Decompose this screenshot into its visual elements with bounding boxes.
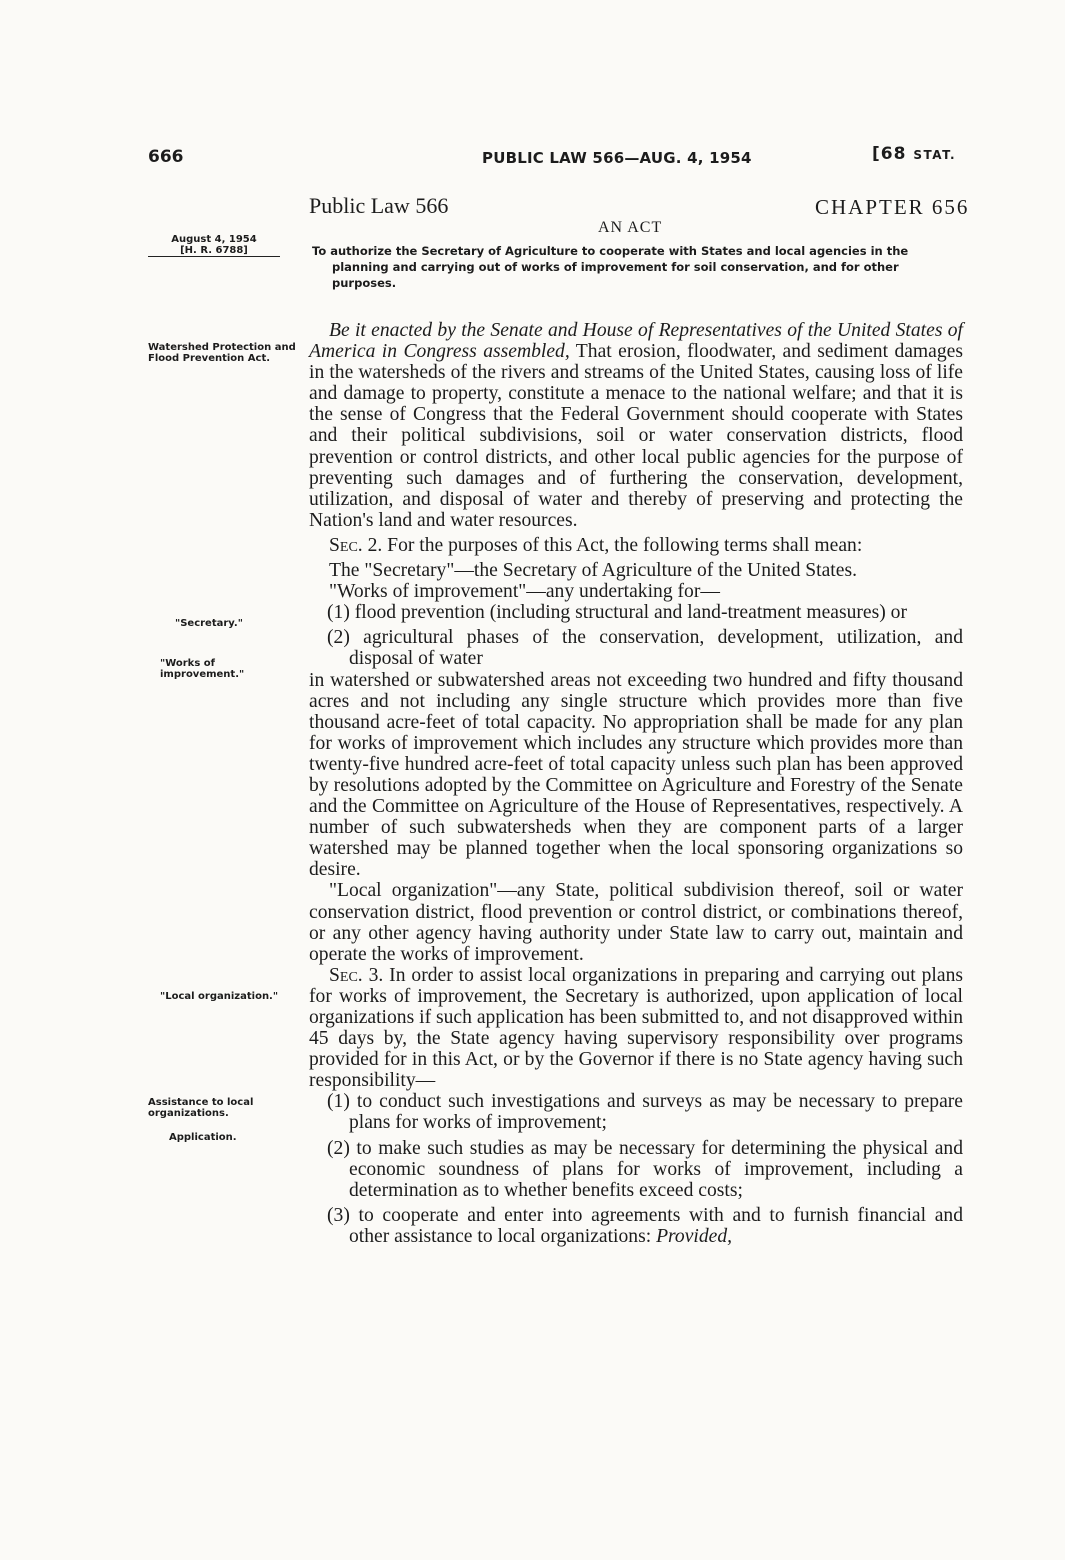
section-3-label: Sec. 3. — [329, 964, 384, 986]
act-body — [309, 320, 963, 1247]
margin-note-secretary: "Secretary." — [175, 618, 243, 629]
an-act-heading: AN ACT — [598, 219, 663, 236]
purpose-text: To authorize the Secretary of Agriculture to cooperate with States and local agencies in the planning and carrying out of works of improvement for soil conservation, and for other purposes. — [312, 244, 909, 290]
section-3-item-3 — [309, 1205, 963, 1247]
stat-label: STAT. — [913, 148, 957, 162]
enacting-clause — [309, 320, 963, 531]
margin-note-watershed: Watershed Protection and Flood Prevention Act. — [148, 342, 296, 364]
section-3-item-2: (2) to make such studies as may be necessary for determining the physical and economic soundness of plans for works of improvement, including a determination as to whether benefits exceed costs; — [327, 1137, 963, 1201]
margin-note-works: "Works of improvement." — [160, 658, 245, 680]
margin-date: August 4, 1954 — [171, 234, 257, 245]
definition-works: "Works of improvement"—any undertaking for— — [329, 581, 720, 603]
stat-reference — [872, 144, 956, 164]
enacting-text: That erosion, floodwater, and sediment damages in the watersheds of the rivers and streams of the United States, causing loss of life and damage to property, constitute a menace to the national welfare; and that it is the sense of Congress that the Federal Government should cooperate with States and their political subdivisions, soil or water conservation districts, flood prevention or control districts, and other local public agencies for the purpose of preventing such damages and of furthering the conservation, development, utilization, and disposal of water and thereby of preserving and protecting the Nation's land and water resources. — [309, 341, 963, 531]
works-item-2: (2) agricultural phases of the conservation, development, utilization, and disposal of water — [327, 627, 963, 670]
margin-note-assistance: Assistance to local organizations. — [148, 1097, 254, 1119]
bleed-through — [150, 180, 290, 220]
section-3-text: In order to assist local organizations in preparing and carrying out plans for works of improvement, the Secretary is authorized, upon application of local organizations if such application has been submitted to, and not disapproved within 45 days by, the State agency having supervisory responsibility over programs provided for in this Act, or by the Governor if there is no State agency having such responsibility— — [309, 964, 963, 1092]
provided-italic: Provided, — [656, 1225, 733, 1247]
law-title: Public Law 566 — [309, 193, 449, 218]
section-2-text: For the purposes of this Act, the following terms shall mean: — [382, 534, 863, 556]
section-3-item-3-text: (3) to cooperate and enter into agreements with and to furnish financial and other assistance to local organizations: — [327, 1204, 963, 1247]
section-3 — [309, 965, 963, 1092]
margin-date-note — [148, 234, 280, 257]
running-head: PUBLIC LAW 566—AUG. 4, 1954 — [482, 149, 752, 167]
enacting-italic: Be it enacted by the Senate and House of Representatives of the United States of America in Congress assembled, — [309, 320, 963, 363]
definition-local-organization: "Local organization"—any State, political subdivision thereof, soil or water conservation district, flood prevention or control district, or combinations thereof, or any other agency having authority under State law to carry out, maintain and operate the works of improvement. — [309, 880, 963, 965]
definition-secretary: The "Secretary"—the Secretary of Agriculture of the United States. — [329, 560, 857, 582]
stat-volume: 68 — [880, 144, 907, 164]
section-3-item-1: (1) to conduct such investigations and surveys as may be necessary to prepare plans for works of improvement; — [327, 1091, 963, 1134]
margin-note-application: Application. — [169, 1132, 237, 1143]
page-number: 666 — [148, 147, 184, 167]
works-item-1: (1) flood prevention (including structural and land-treatment measures) or — [327, 602, 907, 624]
section-2 — [309, 535, 963, 556]
works-tail: in watershed or subwatershed areas not exceeding two hundred and fifty thousand acres and not including any single structure which provides more than five thousand acre-feet of total capacity. No appropriation shall be made for any plan for works of improvement which includes any structure which provides more than twenty-five hundred acre-feet of total capacity unless such plan has been approved by resolutions adopted by the Committee on Agriculture and Forestry of the Senate and the Committee on Agriculture of the House of Representatives, respectively. A number of such subwatersheds when they are component parts of a larger watershed may be planned together when the local sponsoring organizations so desire. — [309, 669, 963, 881]
margin-note-local: "Local organization." — [160, 991, 279, 1002]
chapter-number: CHAPTER 656 — [815, 195, 970, 219]
section-2-label: Sec. 2. — [329, 534, 383, 556]
stat-bracket: [ — [872, 144, 881, 164]
act-purpose — [312, 243, 964, 291]
margin-bill-number: [H. R. 6788] — [148, 245, 280, 257]
